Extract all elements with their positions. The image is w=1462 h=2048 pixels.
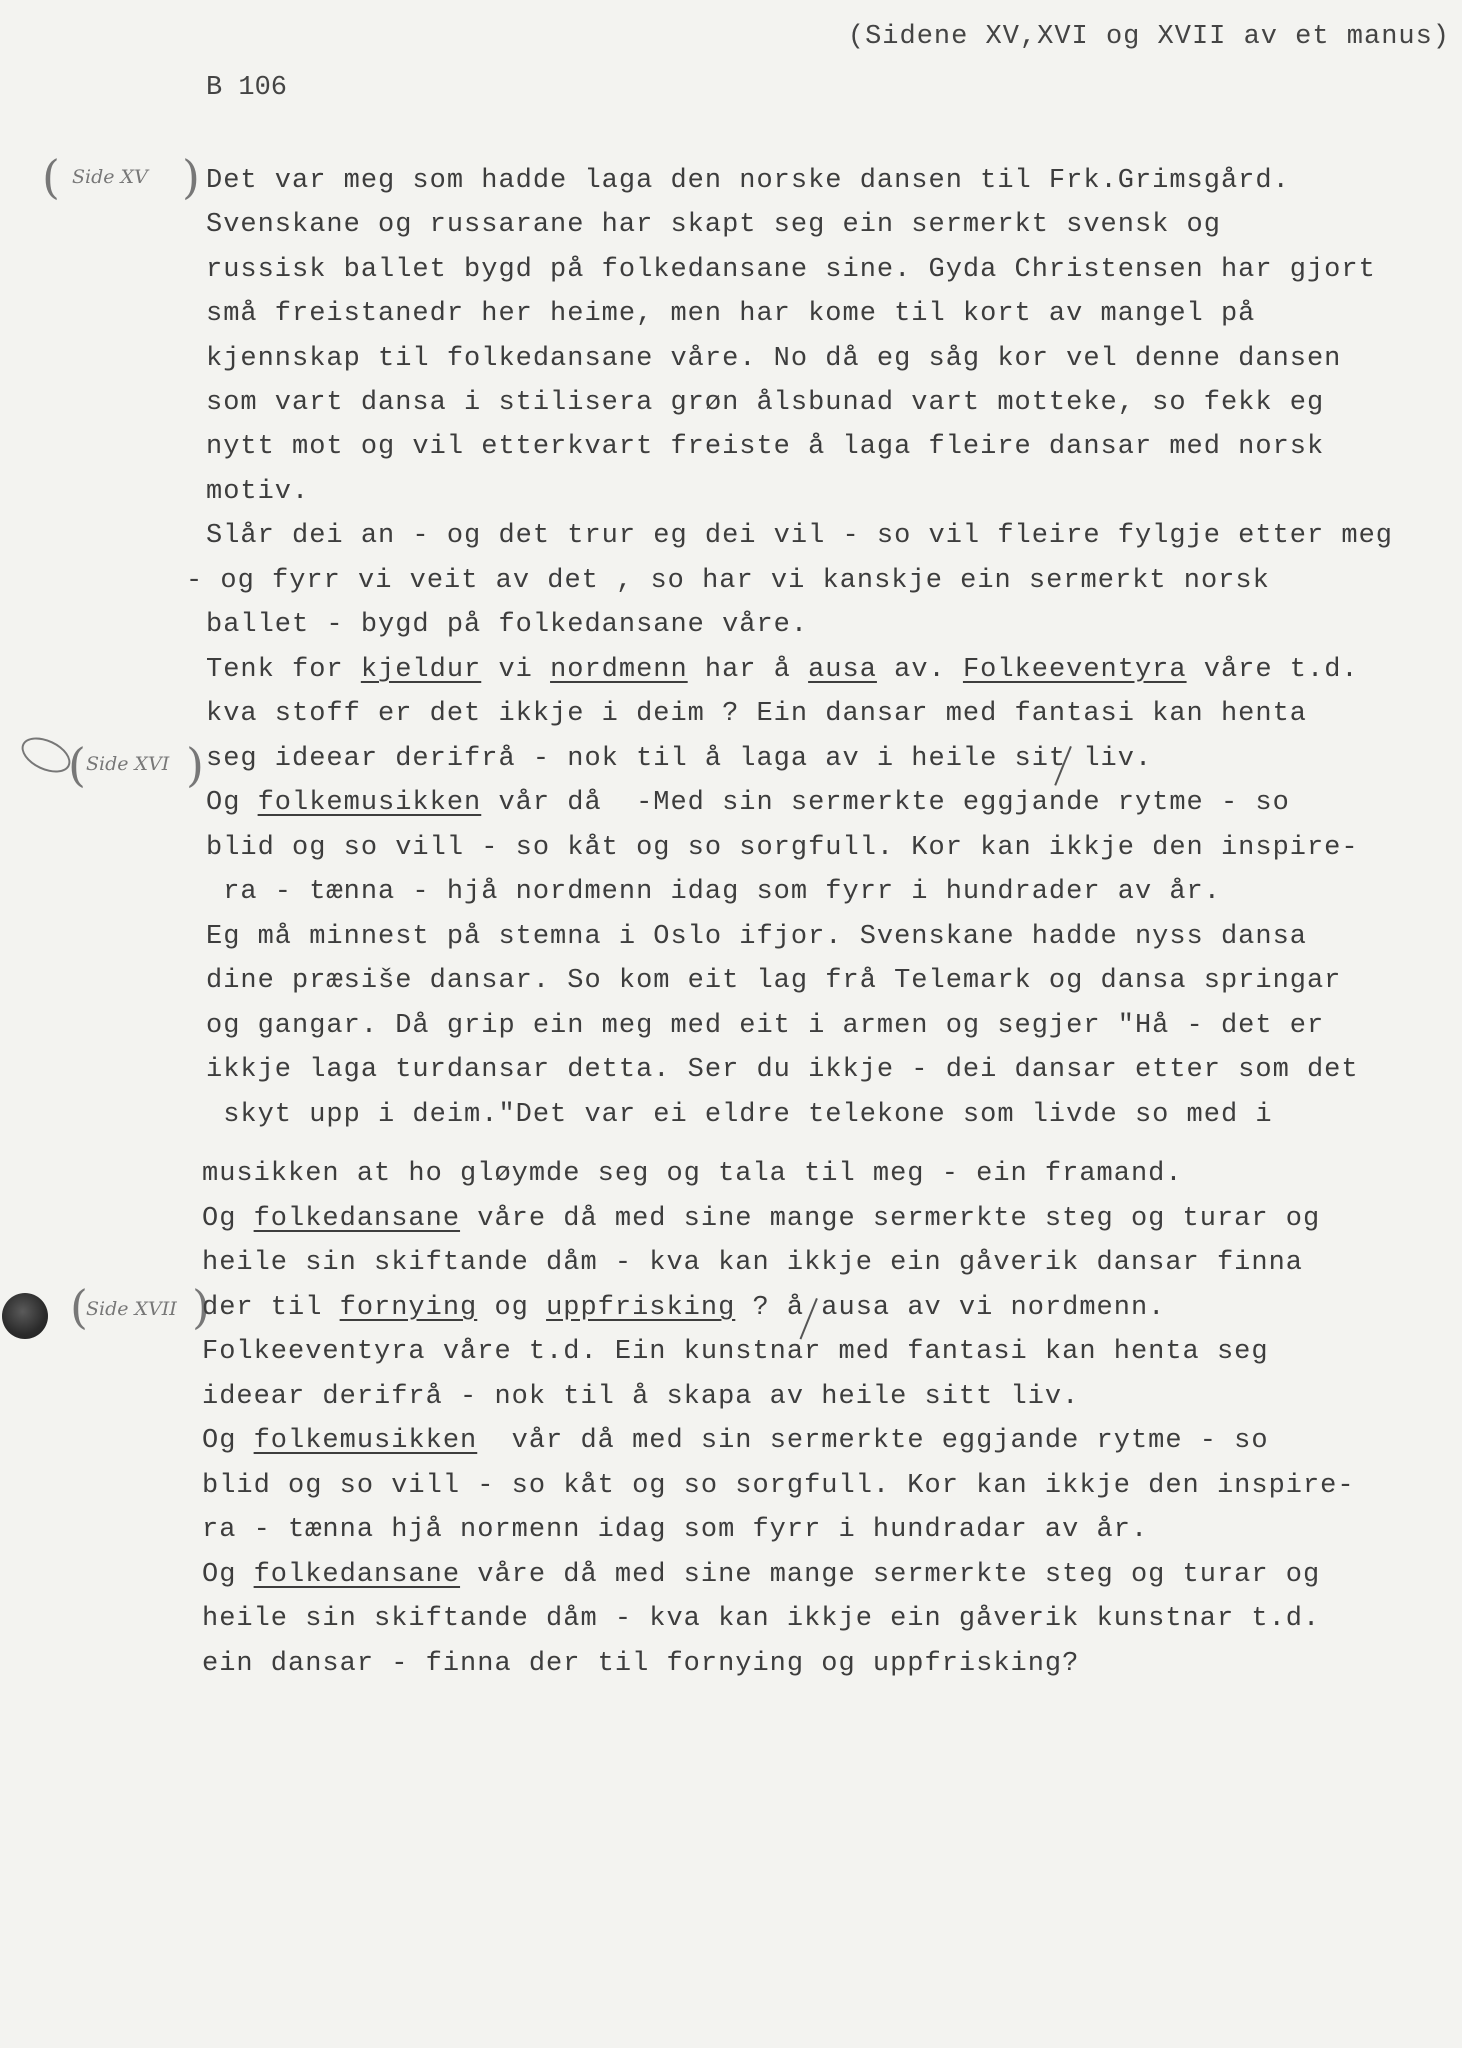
margin-note-side-xv: Side XV — [72, 166, 148, 188]
margin-paren-open-icon: ( — [68, 738, 86, 792]
text-line — [206, 1013, 1324, 1040]
text-line — [206, 746, 1152, 773]
text-segment: Og — [206, 788, 258, 818]
underlined-term: ausa — [808, 655, 877, 685]
margin-note-side-xvii: Side XVII — [86, 1298, 177, 1320]
margin-paren-open-icon: ( — [70, 1280, 88, 1334]
text-segment: vi — [481, 655, 551, 685]
text-line — [206, 434, 1324, 461]
text-line — [202, 1473, 1355, 1500]
text-line — [202, 1161, 1183, 1188]
text-segment: våre då med sine mange sermerkte steg og turar og — [460, 1204, 1321, 1234]
text-segment: våre då med sine mange sermerkte steg og turar og — [460, 1560, 1321, 1590]
text-segment: Svenskane og russarane har skapt seg ein sermerkt svensk og — [206, 210, 1221, 240]
text-line — [206, 879, 1221, 906]
text-line — [202, 1339, 1269, 1366]
text-line — [186, 568, 1270, 595]
text-line — [202, 1651, 1079, 1678]
text-segment: og — [477, 1293, 547, 1323]
text-line — [206, 835, 1359, 862]
text-line — [206, 257, 1376, 284]
text-segment: Tenk for — [206, 655, 361, 685]
text-segment: ra - tænna - hjå nordmenn idag som fyrr i hundrader av år. — [206, 877, 1221, 907]
margin-note-side-xvi: Side XVI — [86, 753, 170, 775]
text-segment: vår då -Med sin sermerkte eggjande rytme - so — [481, 788, 1290, 818]
text-segment: Det var meg som hadde laga den norske dansen til Frk.Grimsgård. — [206, 166, 1290, 196]
underlined-term: uppfrisking — [546, 1293, 736, 1323]
text-line — [206, 212, 1221, 239]
text-segment: der til — [202, 1293, 340, 1323]
margin-paren-close-icon: ) — [186, 738, 204, 792]
text-line — [206, 390, 1324, 417]
text-segment: ideear derifrå - nok til å skapa av heile sitt liv. — [202, 1382, 1080, 1412]
underlined-term: folkemusikken — [253, 1426, 478, 1456]
underlined-term: folkedansane — [253, 1560, 461, 1590]
text-line — [206, 657, 1359, 684]
text-segment: - og fyrr vi veit av det , so har vi kanskje ein sermerkt norsk — [186, 566, 1270, 596]
text-segment: heile sin skiftande dåm - kva kan ikkje ein gåverik kunstnar t.d. — [202, 1604, 1321, 1634]
text-line — [206, 1057, 1359, 1084]
underlined-term: Folkeeventyra — [962, 655, 1187, 685]
text-segment: som vart dansa i stilisera grøn ålsbunad vart motteke, so fekk eg — [206, 388, 1325, 418]
text-segment: heile sin skiftande dåm - kva kan ikkje ein gåverik dansar finna — [202, 1248, 1303, 1278]
margin-paren-close-icon: ) — [182, 150, 200, 204]
text-segment: nytt mot og vil etterkvart freiste å laga fleire dansar med norsk — [206, 432, 1325, 462]
text-segment: ? å ausa av vi nordmenn. — [735, 1293, 1166, 1323]
text-segment: blid og so vill - so kåt og so sorgfull. Kor kan ikkje den inspire- — [202, 1471, 1355, 1501]
underlined-term: fornying — [339, 1293, 478, 1323]
underlined-term: nordmenn — [550, 655, 688, 685]
text-segment: Og — [202, 1204, 254, 1234]
text-line — [206, 1102, 1273, 1129]
text-line — [202, 1206, 1320, 1233]
text-line — [206, 790, 1290, 817]
text-line — [206, 346, 1341, 373]
text-line — [206, 924, 1307, 951]
underlined-term: folkedansane — [253, 1204, 461, 1234]
text-line — [202, 1295, 1165, 1322]
archive-reference: B 106 — [206, 73, 288, 103]
text-segment: små freistanedr her heime, men har kome til kort av mangel på — [206, 299, 1256, 329]
text-segment: russisk ballet bygd på folkedansane sine. Gyda Christensen har gjort — [206, 255, 1376, 285]
text-line — [202, 1606, 1320, 1633]
text-segment: Eg må minnest på stemna i Oslo ifjor. Svenskane hadde nyss dansa — [206, 922, 1307, 952]
text-line — [206, 301, 1255, 328]
text-line — [202, 1384, 1079, 1411]
text-segment: våre t.d. — [1186, 655, 1359, 685]
text-line — [206, 168, 1290, 195]
text-segment: av. — [876, 655, 963, 685]
text-segment: seg ideear derifrå - nok til å laga av i heile sit liv. — [206, 744, 1153, 774]
underlined-term: folkemusikken — [257, 788, 482, 818]
text-line — [202, 1428, 1269, 1455]
text-line — [202, 1250, 1303, 1277]
text-segment: Folkeeventyra våre t.d. Ein kunstnar med fantasi kan henta seg — [202, 1337, 1269, 1367]
text-segment: musikken at ho gløymde seg og tala til meg - ein framand. — [202, 1159, 1183, 1189]
text-segment: Og — [202, 1426, 254, 1456]
text-segment: kjennskap til folkedansane våre. No då eg såg kor vel denne dansen — [206, 344, 1342, 374]
margin-paren-close-icon: ) — [192, 1280, 210, 1334]
margin-paren-open-icon: ( — [42, 150, 60, 204]
text-segment: blid og so vill - so kåt og so sorgfull. Kor kan ikkje den inspire- — [206, 833, 1359, 863]
header-note: (Sidene XV,XVI og XVII av et manus) — [847, 22, 1450, 52]
text-segment: ballet - bygd på folkedansane våre. — [206, 610, 809, 640]
text-line — [206, 479, 309, 506]
punch-hole-icon — [2, 1293, 48, 1339]
text-segment: og gangar. Då grip ein meg med eit i armen og segjer "Hå - det er — [206, 1011, 1325, 1041]
text-line — [206, 523, 1393, 550]
circled-mark-icon — [16, 730, 76, 779]
text-line — [206, 701, 1307, 728]
text-segment: Og — [202, 1560, 254, 1590]
text-segment: motiv. — [206, 477, 310, 507]
text-segment: ikkje laga turdansar detta. Ser du ikkje - dei dansar etter som det — [206, 1055, 1359, 1085]
text-segment: skyt upp i deim."Det var ei eldre telekone som livde so med i — [206, 1100, 1273, 1130]
text-segment: ra - tænna hjå normenn idag som fyrr i hundradar av år. — [202, 1515, 1149, 1545]
text-segment: kva stoff er det ikkje i deim ? Ein dansar med fantasi kan henta — [206, 699, 1307, 729]
text-segment: har å — [687, 655, 809, 685]
text-line — [202, 1562, 1320, 1589]
text-segment: vår då med sin sermerkte eggjande rytme - so — [477, 1426, 1269, 1456]
text-segment: ein dansar - finna der til fornying og uppfrisking? — [202, 1649, 1080, 1679]
text-line — [206, 968, 1341, 995]
text-segment: dine præsiše dansar. So kom eit lag frå Telemark og dansa springar — [206, 966, 1342, 996]
underlined-term: kjeldur — [360, 655, 482, 685]
text-segment: Slår dei an - og det trur eg dei vil - so vil fleire fylgje etter meg — [206, 521, 1393, 551]
text-line — [206, 612, 808, 639]
text-line — [202, 1517, 1148, 1544]
